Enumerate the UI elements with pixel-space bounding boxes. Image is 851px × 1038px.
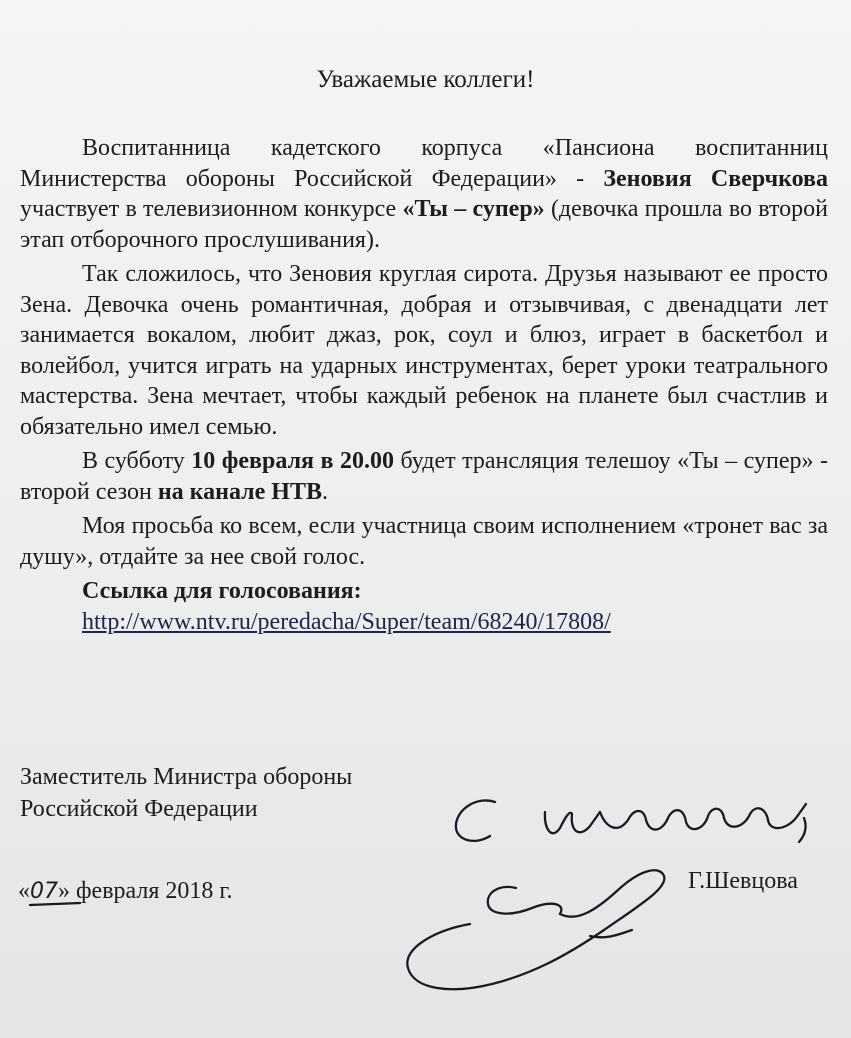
date-text: » февраля 2018 г.: [58, 878, 233, 904]
vote-link[interactable]: http://www.ntv.ru/peredacha/Super/team/68240/17808/: [82, 608, 611, 635]
letter-greeting: Уважаемые коллеги!: [316, 66, 535, 93]
paragraph-text: Воспитанница кадетского корпуса «Пансиона воспитанниц Министерства обороны Российской Федерации» -: [20, 135, 828, 192]
broadcast-channel: на канале НТВ: [157, 478, 322, 505]
date-day-handwritten: 07: [30, 879, 58, 904]
vote-link-label: Ссылка для голосования:: [82, 578, 362, 604]
letter-body: [20, 133, 828, 637]
paragraph-biography: Так сложилось, что Зеновия круглая сирота. Друзья называют ее просто Зена. Девочка очень романтичная, добрая и отзывчивая, с двенадцати лет занимается вокалом, любит джаз, рок, соул и блюз, играет в баскетбол и волейбол, учится играть на ударных инструментах, берет уроки театрального мастерства. Зена мечтает, чтобы каждый ребенок на планете был счастлив и обязательно имел семью.: [20, 261, 828, 440]
paragraph-request: Моя просьба ко всем, если участница своим исполнением «тронет вас за душу», отдайте за нее свой голос.: [20, 513, 828, 570]
show-name: «Ты – супер»: [402, 196, 545, 222]
signatory-position: [20, 761, 352, 825]
contestant-name: Зеновия Сверчкова: [603, 165, 829, 192]
paragraph-text: (девочка прошла во второй этап отборочного прослушивания).: [20, 196, 829, 253]
signatory-name: Г.Шевцова: [688, 868, 798, 894]
paragraph-text: В субботу: [82, 448, 192, 474]
paragraph-contestant: [20, 133, 828, 255]
paragraph-text: .: [321, 478, 328, 505]
letter-date: [18, 878, 233, 905]
position-line: Российской Федерации: [20, 796, 258, 822]
paragraph-text: будет трансляция телешоу «Ты – супер» - второй сезон: [20, 448, 828, 505]
position-line: Заместитель Министра обороны: [20, 764, 353, 790]
broadcast-date: 10 февраля в 20.00: [191, 448, 394, 474]
paragraph-text: участвует в телевизионном конкурсе: [20, 196, 403, 222]
date-quote: «: [18, 878, 30, 904]
paragraph-broadcast: [20, 446, 828, 507]
